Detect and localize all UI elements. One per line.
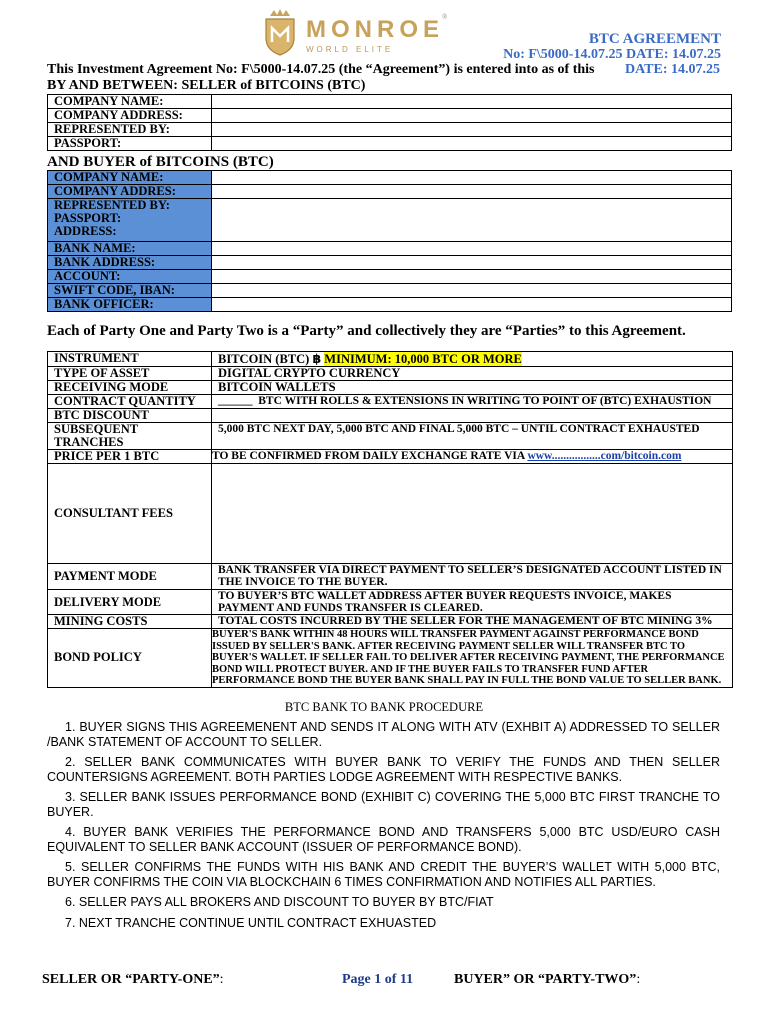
buyer-label: BANK NAME: <box>48 242 212 256</box>
buyer-label: ACCOUNT: <box>48 270 212 284</box>
terms-table <box>47 351 733 688</box>
procedure-step: 7. NEXT TRANCHE CONTINUE UNTIL CONTRACT EXHUASTED <box>65 915 437 930</box>
terms-value: DIGITAL CRYPTO CURRENCY <box>212 367 733 381</box>
buyer-row <box>48 256 732 270</box>
terms-value[interactable] <box>212 464 733 564</box>
seller-value[interactable] <box>212 95 732 109</box>
buyer-label: COMPANY ADDRES: <box>48 185 212 199</box>
terms-label: BTC DISCOUNT <box>48 409 212 423</box>
buyer-row <box>48 298 732 312</box>
terms-value[interactable] <box>212 409 733 423</box>
intro-paragraph <box>47 62 727 94</box>
terms-label: CONTRACT QUANTITY <box>48 395 212 409</box>
parties-statement: Each of Party One and Party Two is a “Party” and collectively they are “Parties” to this Agreement. <box>47 323 686 339</box>
terms-row-mining <box>48 615 733 629</box>
minimum-label: MINIMUM <box>324 352 388 366</box>
buyer-value[interactable] <box>212 298 732 312</box>
buyer-value[interactable] <box>212 284 732 298</box>
seller-row <box>48 123 732 137</box>
intro-line-1: This Investment Agreement No: F\5000-14.07.25 (the “Agreement”) is entered into as of this <box>47 62 595 77</box>
terms-label: INSTRUMENT <box>48 352 212 367</box>
buyer-row <box>48 199 732 242</box>
seller-label: PASSPORT: <box>48 137 212 151</box>
seller-row <box>48 109 732 123</box>
seller-row <box>48 137 732 151</box>
buyer-value[interactable] <box>212 256 732 270</box>
buyer-value[interactable] <box>212 171 732 185</box>
buyer-label: COMPANY NAME: <box>48 171 212 185</box>
seller-label: REPRESENTED BY: <box>48 123 212 137</box>
terms-row-instrument <box>48 352 733 367</box>
footer-buyer <box>454 972 640 988</box>
terms-row-consultant <box>48 464 733 564</box>
procedure-step: 6. SELLER PAYS ALL BROKERS AND DISCOUNT TO BUYER BY BTC/FIAT <box>65 895 494 909</box>
exchange-rate-link[interactable]: www.................com/bitcoin.com <box>527 450 682 462</box>
buyer-table <box>47 170 732 312</box>
terms-row-asset <box>48 367 733 381</box>
procedure-step: 5. SELLER CONFIRMS THE FUNDS WITH HIS BANK AND CREDIT THE BUYER’S WALLET WITH 5,000 BTC, BUYER CONFIRMS THE COIN VIA BLOCKCHAIN 6 TIMES CONFIRMATION AND NOTIFIES ALL PARTIES. <box>47 860 720 889</box>
buyer-row <box>48 171 732 185</box>
terms-value: BITCOIN WALLETS <box>212 381 733 395</box>
terms-row-price <box>48 450 733 464</box>
agreement-number: No: F\5000-14.07.25 DATE: 14.07.25 <box>503 47 721 62</box>
terms-label: TYPE OF ASSET <box>48 367 212 381</box>
terms-row-receiving <box>48 381 733 395</box>
buyer-label: SWIFT CODE, IBAN: <box>48 284 212 298</box>
instrument-text: BITCOIN (BTC) <box>218 352 310 366</box>
seller-value[interactable] <box>212 109 732 123</box>
logo-wordmark: MONROE <box>306 16 444 43</box>
terms-label: SUBSEQUENT TRANCHES <box>48 423 212 450</box>
buyer-row <box>48 270 732 284</box>
buyer-row <box>48 242 732 256</box>
buyer-value[interactable] <box>212 270 732 284</box>
logo-registered-mark: ® <box>442 13 448 21</box>
terms-label: RECEIVING MODE <box>48 381 212 395</box>
terms-label: PRICE PER 1 BTC <box>48 450 212 464</box>
terms-value: TO BUYER’S BTC WALLET ADDRESS AFTER BUYER REQUESTS INVOICE, MAKES PAYMENT AND FUNDS TRANSFER IS CLEARED. <box>212 590 733 615</box>
buyer-value[interactable] <box>212 199 732 242</box>
terms-value <box>212 395 733 409</box>
buyer-label: REPRESENTED BY: PASSPORT: ADDRESS: <box>48 199 212 242</box>
footer-buyer-label: BUYER” OR “PARTY-TWO” <box>454 972 637 987</box>
procedure-step: 3. SELLER BANK ISSUES PERFORMANCE BOND (EXHIBIT C) COVERING THE 5,000 BTC FIRST TRANCHE TO BUYER. <box>47 790 720 819</box>
buyer-value[interactable] <box>212 242 732 256</box>
intro-date: DATE: 14.07.25 <box>624 62 720 77</box>
seller-label: COMPANY ADDRESS: <box>48 109 212 123</box>
terms-row-quantity <box>48 395 733 409</box>
terms-value: 5,000 BTC NEXT DAY, 5,000 BTC AND FINAL 5,000 BTC – UNTIL CONTRACT EXHAUSTED <box>212 423 733 450</box>
seller-table <box>47 94 732 151</box>
price-text: TO BE CONFIRMED FROM DAILY EXCHANGE RATE VIA <box>212 450 525 462</box>
buyer-row <box>48 185 732 199</box>
seller-label: COMPANY NAME: <box>48 95 212 109</box>
terms-label: DELIVERY MODE <box>48 590 212 615</box>
procedure-steps <box>47 720 720 936</box>
intro-line-2: BY AND BETWEEN: SELLER of BITCOINS (BTC) <box>47 78 366 93</box>
logo-tagline: WORLD ELITE <box>306 45 394 54</box>
footer-seller-colon: : <box>219 972 224 987</box>
terms-value <box>212 450 733 464</box>
buyer-section-title: AND BUYER of BITCOINS (BTC) <box>47 154 274 170</box>
bitcoin-icon: ฿ <box>312 351 322 366</box>
seller-value[interactable] <box>212 123 732 137</box>
footer-buyer-colon: : <box>636 972 641 987</box>
agreement-title: BTC AGREEMENT <box>588 31 721 47</box>
procedure-title: BTC BANK TO BANK PROCEDURE <box>284 700 484 714</box>
terms-value: TOTAL COSTS INCURRED BY THE SELLER FOR THE MANAGEMENT OF BTC MINING 3% <box>212 615 733 629</box>
instrument-value <box>212 352 733 367</box>
quantity-blank[interactable]: ______ <box>218 395 253 407</box>
quantity-text: BTC WITH ROLLS & EXTENSIONS IN WRITING TO POINT OF (BTC) EXHAUSTION <box>258 395 712 407</box>
terms-row-bond <box>48 629 733 688</box>
terms-label: CONSULTANT FEES <box>48 464 212 564</box>
buyer-label: BANK OFFICER: <box>48 298 212 312</box>
terms-value: BANK TRANSFER VIA DIRECT PAYMENT TO SELLER’S DESIGNATED ACCOUNT LISTED IN THE INVOICE TO THE BUYER. <box>212 564 733 590</box>
terms-value: BUYER'S BANK WITHIN 48 HOURS WILL TRANSFER PAYMENT AGAINST PERFORMANCE BOND ISSUED BY SELLER'S BANK. AFTER RECEIVING PAYMENT SELLER WILL TRANSFER BTC TO BUYER'S WALLET. IF SELLER FAIL TO DELIVER AFTER RECEIVING PAYMENT, THE PERFORMANCE BOND WILL PROTECT BUYER. AND IF THE BUYER FAILS TO TRANSFER FUND AFTER PERFORMANCE BOND THE BUYER BANK SHALL PAY IN FULL THE BOND VALUE TO SELLER BANK. <box>212 629 733 688</box>
page-number: Page 1 of 11 <box>342 972 414 987</box>
terms-row-delivery <box>48 590 733 615</box>
terms-label: MINING COSTS <box>48 615 212 629</box>
footer-seller <box>42 972 224 988</box>
terms-label: BOND POLICY <box>48 629 212 688</box>
minimum-value: : 10,000 BTC OR MORE <box>387 352 522 366</box>
terms-label: PAYMENT MODE <box>48 564 212 590</box>
buyer-value[interactable] <box>212 185 732 199</box>
procedure-step: 4. BUYER BANK VERIFIES THE PERFORMANCE BOND AND TRANSFERS 5,000 BTC USD/EURO CASH EQUIVALENT TO SELLER BANK ACCOUNT (ISSUER OF PERFORMANCE BOND). <box>47 825 720 854</box>
buyer-label: BANK ADDRESS: <box>48 256 212 270</box>
seller-row <box>48 95 732 109</box>
terms-row-payment <box>48 564 733 590</box>
terms-row-tranches <box>48 423 733 450</box>
monroe-logo <box>262 8 462 58</box>
buyer-row <box>48 284 732 298</box>
procedure-step: 2. SELLER BANK COMMUNICATES WITH BUYER BANK TO VERIFY THE FUNDS AND THEN SELLER COUNTERSIGNS AGREEMENT. BOTH PARTIES LODGE AGREEMENT WITH RESPECTIVE BANKS. <box>47 755 720 784</box>
seller-value[interactable] <box>212 137 732 151</box>
footer-seller-label: SELLER OR “PARTY-ONE” <box>42 972 220 987</box>
terms-row-discount <box>48 409 733 423</box>
crown-shield-icon <box>262 8 298 56</box>
procedure-step: 1. BUYER SIGNS THIS AGREEMENENT AND SENDS IT ALONG WITH ATV (EXHBIT A) ADDRESSED TO SELLER /BANK STATEMENT OF ACCOUNT TO SELLER. <box>47 720 720 749</box>
